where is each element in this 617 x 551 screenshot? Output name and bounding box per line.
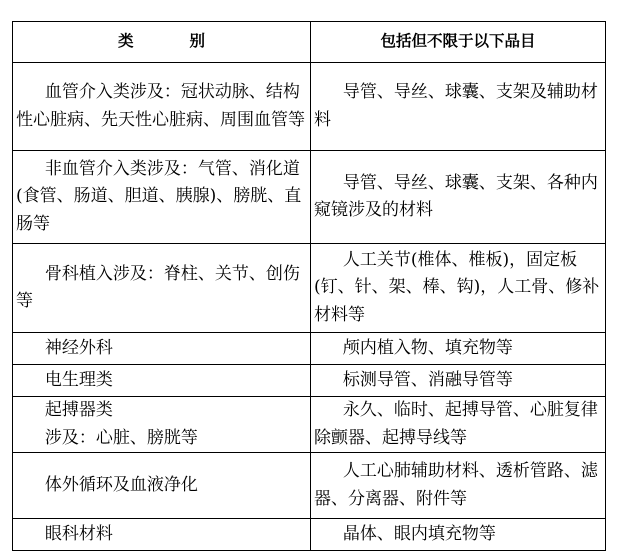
category-cell: 骨科植入涉及：脊柱、关节、创伤等 — [13, 244, 311, 333]
table-row — [13, 333, 606, 365]
table-row — [13, 453, 606, 519]
items-cell: 颅内植入物、填充物等 — [311, 333, 606, 365]
items-cell: 永久、临时、起搏导管、心脏复律除颤器、起搏导线等 — [311, 397, 606, 453]
table-row — [13, 63, 606, 151]
header-items: 包括但不限于以下品目 — [311, 22, 606, 63]
items-cell: 人工心肺辅助材料、透析管路、滤器、分离器、附件等 — [311, 453, 606, 519]
category-cell: 神经外科 — [13, 333, 311, 365]
category-line: 涉及：心脏、膀胱等 — [44, 427, 198, 448]
items-cell: 导管、导丝、球囊、支架、各种内窥镜涉及的材料 — [311, 151, 606, 244]
items-cell: 导管、导丝、球囊、支架及辅助材料 — [311, 63, 606, 151]
table-row — [13, 397, 606, 453]
category-cell: 血管介入类涉及：冠状动脉、结构性心脏病、先天性心脏病、周围血管等 — [13, 63, 311, 151]
category-cell — [13, 397, 311, 453]
items-cell: 晶体、眼内填充物等 — [311, 519, 606, 551]
table-row — [13, 244, 606, 333]
header-category: 类 别 — [13, 22, 311, 63]
category-cell: 非血管介入类涉及：气管、消化道(食管、肠道、胆道、胰腺)、膀胱、直肠等 — [13, 151, 311, 244]
category-cell: 体外循环及血液净化 — [13, 453, 311, 519]
table-header-row — [13, 22, 606, 63]
category-cell: 电生理类 — [13, 365, 311, 397]
materials-table — [12, 21, 606, 551]
category-cell: 眼科材料 — [13, 519, 311, 551]
table-row — [13, 365, 606, 397]
category-line: 起搏器类 — [44, 400, 113, 420]
items-cell: 标测导管、消融导管等 — [311, 365, 606, 397]
items-cell: 人工关节(椎体、椎板)，固定板(钉、针、架、棒、钩)，人工骨、修补材料等 — [311, 244, 606, 333]
table-row — [13, 151, 606, 244]
table-row — [13, 519, 606, 551]
